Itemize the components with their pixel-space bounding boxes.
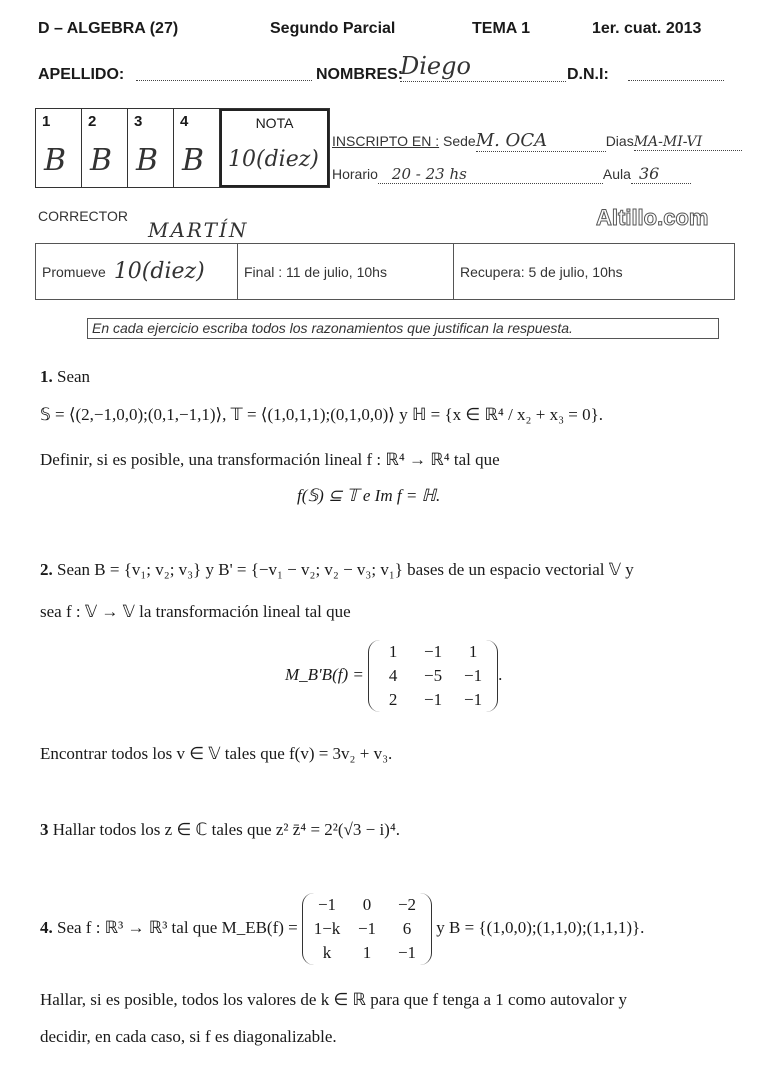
nombres-label: NOMBRES: [316,66,404,83]
problem-4-question-1: Hallar, si es posible, todos los valores de k ∈ ℝ para que f tenga a 1 como autovalor y [40,990,628,1009]
exercise-grade: B [90,143,113,178]
matrix-entry: 1 [362,943,372,962]
problem-4-statement [40,893,644,965]
final-cell: Final : 11 de julio, 10hs [238,244,454,299]
aula-label: Aula [602,166,631,182]
problem-number: 3 [40,820,49,839]
problem-text: Sean B = {v₁; v₂; v₃} y B' = {−v₁ − v₂; v₂ − v₃; v₁} bases de un espacio vectorial 𝕍 y [57,560,634,579]
promueve-label: Promueve [42,263,106,280]
dias-value: MA-MI-VI [634,134,742,151]
sede-value: M. OCA [476,130,606,152]
matrix-entry: 1−k [313,919,341,938]
matrix-entry: 4 [388,666,398,685]
corrector-value: MARTÍN [148,218,249,242]
problem-text: Sean [57,367,91,386]
nota-value: 10(diez) [228,147,319,172]
matrix-entry: 6 [402,919,412,938]
dni-field[interactable] [628,80,724,81]
exercise-number: 3 [134,113,143,130]
grade-cell-1 [36,109,82,187]
results-table [35,243,735,300]
exam-period: 1er. cuat. 2013 [592,20,702,37]
exercise-number: 2 [88,113,97,130]
grades-table [35,108,330,188]
nombres-field[interactable]: Diego [400,52,566,82]
promueve-value: 10(diez) [113,259,205,284]
corrector-label: CORRECTOR [38,208,128,224]
problem-4-matrix [302,893,432,965]
exam-title: Segundo Parcial [270,20,396,37]
promueve-cell [36,244,238,299]
problem-number: 4. [40,917,53,937]
watermark-logo: Altillo.com [596,205,709,230]
matrix-entry: 0 [362,895,372,914]
horario-label: Horario [332,166,378,182]
grade-cell-3 [128,109,174,187]
matrix-entry: −1 [424,690,443,709]
matrix-entry: −1 [357,919,377,938]
problem-2-matrix [368,640,498,712]
problem-text: Sea f : ℝ³ → ℝ³ tal que M_EB(f) = [57,917,298,937]
matrix-label: M_B'B(f) = [285,664,364,684]
problem-2-bases [40,560,634,580]
problem-3 [40,820,400,840]
exercise-grade: B [44,143,67,178]
apellido-label: APELLIDO: [38,66,125,83]
problem-2-matrix-row: M_B'B(f) = 1 −1 1 4 −5 −1 2 −1 −1 . [285,640,502,712]
exercise-number: 4 [180,113,189,130]
exercise-grade: B [182,143,205,178]
problem-2-question: Encontrar todos los v ∈ 𝕍 tales que f(v) = 3v₂ + v₃. [40,744,393,763]
dias-label: Dias [605,133,634,149]
problem-1-statement: Definir, si es posible, una transformación lineal f : ℝ⁴ → ℝ⁴ tal que [40,450,500,469]
sede-label: Sede [442,133,476,149]
matrix-entry: −5 [424,666,443,685]
matrix-entry: −1 [424,642,443,661]
nota-cell [220,109,329,187]
recupera-cell: Recupera: 5 de julio, 10hs [460,263,623,280]
horario-row [332,164,691,184]
inscripto-label: INSCRIPTO EN : [332,133,440,149]
problem-2-statement: sea f : 𝕍 → 𝕍 la transformación lineal tal que [40,602,351,621]
problem-number: 2. [40,560,53,579]
problem-4-question-2: decidir, en cada caso, si f es diagonalizable. [40,1027,337,1046]
problem-number: 1. [40,367,53,386]
problem-text: Hallar todos los z ∈ ℂ tales que z² z̄⁴ = 2²(√3 − i)⁴. [52,820,401,839]
matrix-entry: 2 [388,690,398,709]
grade-cell-2 [82,109,128,187]
problem-1-condition: f(𝕊) ⊆ 𝕋 e Im f = ℍ. [297,486,441,505]
matrix-entry: k [322,943,332,962]
matrix-entry: −1 [317,895,337,914]
exercise-grade: B [136,143,159,178]
matrix-entry: −1 [464,690,483,709]
matrix-entry: 1 [388,642,398,661]
nota-label: NOTA [255,115,294,131]
apellido-field[interactable] [136,80,312,81]
problem-text: y B = {(1,0,0);(1,1,0);(1,1,1)}. [436,917,645,937]
inscripto-row [332,130,742,152]
aula-value: 36 [631,164,691,184]
exam-tema: TEMA 1 [472,20,531,37]
matrix-entry: 1 [468,642,478,661]
matrix-entry: −1 [397,943,417,962]
problem-1-intro [40,367,90,387]
matrix-entry: −1 [464,666,483,685]
dni-label: D.N.I: [567,66,609,83]
instruction-text: En cada ejercicio escriba todos los razonamientos que justifican la respuesta. [87,318,719,339]
horario-value: 20 - 23 hs [378,165,603,184]
exercise-number: 1 [42,113,51,130]
course-title: D – ALGEBRA (27) [38,20,179,37]
problem-1-sets: 𝕊 = ⟨(2,−1,0,0);(0,1,−1,1)⟩, 𝕋 = ⟨(1,0,1,1);(0,1,0,0)⟩ y ℍ = {x ∈ ℝ⁴ / x₂ + x₃ = 0}. [40,405,603,424]
matrix-entry: −2 [397,895,417,914]
grade-cell-4 [174,109,220,187]
